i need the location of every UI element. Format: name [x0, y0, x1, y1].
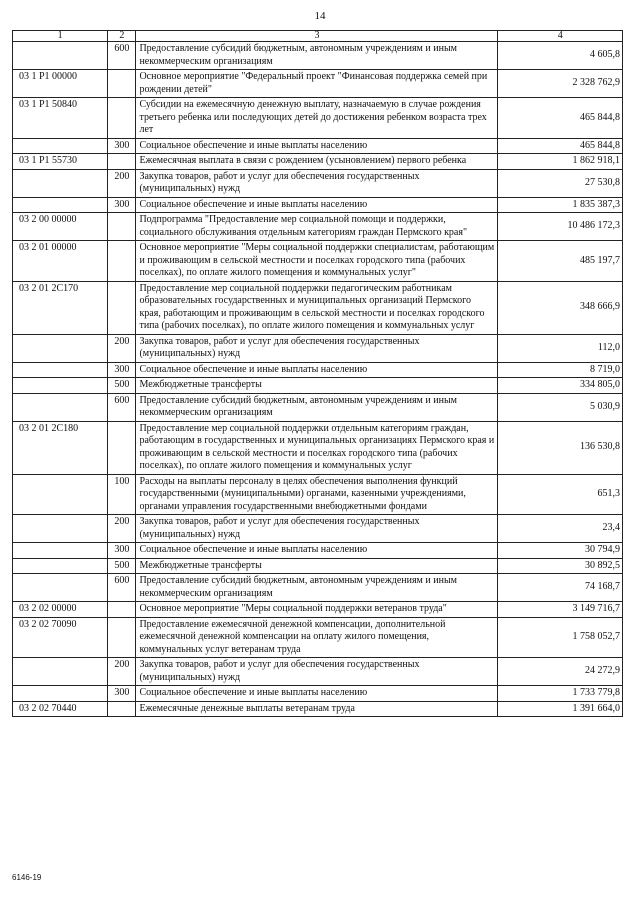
- table-row: [13, 515, 623, 543]
- item-name-cell: Основное мероприятие "Федеральный проект "Финансовая поддержка семей при рождении детей": [136, 70, 498, 98]
- item-name-cell: Социальное обеспечение и иные выплаты населению: [136, 362, 498, 378]
- table-row: [13, 421, 623, 474]
- expense-type-cell: [108, 701, 136, 717]
- item-name-cell: Закупка товаров, работ и услуг для обеспечения государственных (муниципальных) нужд: [136, 515, 498, 543]
- column-header-2: 2: [108, 31, 136, 42]
- amount-cell: 465 844,8: [498, 138, 623, 154]
- target-code-cell: [13, 393, 108, 421]
- amount-cell: 24 272,9: [498, 658, 623, 686]
- item-name-cell: Предоставление субсидий бюджетным, автономным учреждениям и иным некоммерческим организациям: [136, 574, 498, 602]
- amount-cell: 1 391 664,0: [498, 701, 623, 717]
- item-name-cell: Предоставление субсидий бюджетным, автономным учреждениям и иным некоммерческим организациям: [136, 42, 498, 70]
- target-code-cell: 03 1 P1 00000: [13, 70, 108, 98]
- target-code-cell: [13, 574, 108, 602]
- item-name-cell: Предоставление субсидий бюджетным, автономным учреждениям и иным некоммерческим организациям: [136, 393, 498, 421]
- target-code-cell: [13, 362, 108, 378]
- amount-cell: 1 835 387,3: [498, 197, 623, 213]
- table-row: [13, 378, 623, 394]
- expense-type-cell: 300: [108, 543, 136, 559]
- item-name-cell: Межбюджетные трансферты: [136, 378, 498, 394]
- expense-type-cell: [108, 617, 136, 658]
- table-header-row: [13, 31, 623, 42]
- item-name-cell: Закупка товаров, работ и услуг для обеспечения государственных (муниципальных) нужд: [136, 658, 498, 686]
- table-row: [13, 138, 623, 154]
- table-row: [13, 197, 623, 213]
- target-code-cell: [13, 686, 108, 702]
- amount-cell: 5 030,9: [498, 393, 623, 421]
- expense-type-cell: [108, 602, 136, 618]
- expense-type-cell: [108, 154, 136, 170]
- item-name-cell: Ежемесячные денежные выплаты ветеранам труда: [136, 701, 498, 717]
- column-header-3: 3: [136, 31, 498, 42]
- target-code-cell: [13, 543, 108, 559]
- target-code-cell: 03 2 00 00000: [13, 213, 108, 241]
- table-row: [13, 602, 623, 618]
- amount-cell: 8 719,0: [498, 362, 623, 378]
- target-code-cell: [13, 474, 108, 515]
- amount-cell: 30 794,9: [498, 543, 623, 559]
- amount-cell: 136 530,8: [498, 421, 623, 474]
- expense-type-cell: 100: [108, 474, 136, 515]
- target-code-cell: [13, 197, 108, 213]
- item-name-cell: Предоставление мер социальной поддержки педагогическим работникам образовательных государственных и муниципальных организаций Пермского края, работающим и проживающим в сельской местности и поселках городского типа (рабочих поселках), по оплате жилого помещения и коммунальных услуг: [136, 281, 498, 334]
- table-row: [13, 154, 623, 170]
- amount-cell: 2 328 762,9: [498, 70, 623, 98]
- item-name-cell: Субсидии на ежемесячную денежную выплату, назначаемую в случае рождения третьего ребенка или последующих детей до достижения ребенком возраста трех лет: [136, 98, 498, 139]
- table-row: [13, 362, 623, 378]
- expense-type-cell: 300: [108, 197, 136, 213]
- item-name-cell: Межбюджетные трансферты: [136, 558, 498, 574]
- budget-table: [12, 30, 623, 717]
- budget-table-body: [13, 31, 623, 717]
- table-row: [13, 169, 623, 197]
- amount-cell: 112,0: [498, 334, 623, 362]
- amount-cell: 27 530,8: [498, 169, 623, 197]
- table-row: [13, 543, 623, 559]
- table-row: [13, 474, 623, 515]
- expense-type-cell: 200: [108, 334, 136, 362]
- target-code-cell: 03 2 01 00000: [13, 241, 108, 282]
- target-code-cell: [13, 515, 108, 543]
- expense-type-cell: 500: [108, 558, 136, 574]
- amount-cell: 1 758 052,7: [498, 617, 623, 658]
- page-number: 14: [314, 10, 326, 22]
- target-code-cell: 03 1 P1 50840: [13, 98, 108, 139]
- target-code-cell: [13, 558, 108, 574]
- item-name-cell: Основное мероприятие "Меры социальной поддержки специалистам, работающим и проживающим в сельской местности и поселках городского типа (рабочих поселках), по оплате жилого помещения и коммунальных услуг": [136, 241, 498, 282]
- item-name-cell: Предоставление ежемесячной денежной компенсации, дополнительной ежемесячной денежной компенсации на оплату жилого помещения, коммунальных услуг ветеранам труда: [136, 617, 498, 658]
- expense-type-cell: [108, 213, 136, 241]
- expense-type-cell: [108, 281, 136, 334]
- target-code-cell: [13, 378, 108, 394]
- table-row: [13, 241, 623, 282]
- table-row: [13, 281, 623, 334]
- target-code-cell: [13, 658, 108, 686]
- column-header-1: 1: [13, 31, 108, 42]
- expense-type-cell: [108, 70, 136, 98]
- expense-type-cell: 200: [108, 658, 136, 686]
- table-row: [13, 617, 623, 658]
- expense-type-cell: 200: [108, 515, 136, 543]
- table-row: [13, 98, 623, 139]
- target-code-cell: 03 1 P1 55730: [13, 154, 108, 170]
- expense-type-cell: 600: [108, 393, 136, 421]
- amount-cell: 334 805,0: [498, 378, 623, 394]
- item-name-cell: Подпрограмма "Предоставление мер социальной помощи и поддержки, социального обслуживания отдельным категориям граждан Пермского края": [136, 213, 498, 241]
- amount-cell: 23,4: [498, 515, 623, 543]
- table-row: [13, 42, 623, 70]
- table-row: [13, 213, 623, 241]
- expense-type-cell: [108, 421, 136, 474]
- expense-type-cell: [108, 241, 136, 282]
- column-header-4: 4: [498, 31, 623, 42]
- item-name-cell: Закупка товаров, работ и услуг для обеспечения государственных (муниципальных) нужд: [136, 169, 498, 197]
- item-name-cell: Ежемесячная выплата в связи с рождением (усыновлением) первого ребенка: [136, 154, 498, 170]
- item-name-cell: Расходы на выплаты персоналу в целях обеспечения выполнения функций государственными (муниципальными) органами, казенными учреждениями, органами управления государственными внебюджетными фондами: [136, 474, 498, 515]
- amount-cell: 348 666,9: [498, 281, 623, 334]
- item-name-cell: Социальное обеспечение и иные выплаты населению: [136, 686, 498, 702]
- target-code-cell: 03 2 02 00000: [13, 602, 108, 618]
- expense-type-cell: 600: [108, 574, 136, 602]
- document-footer-code: 6146-19: [12, 873, 42, 882]
- expense-type-cell: 600: [108, 42, 136, 70]
- table-row: [13, 658, 623, 686]
- target-code-cell: 03 2 01 2C180: [13, 421, 108, 474]
- item-name-cell: Предоставление мер социальной поддержки отдельным категориям граждан, работающим в государственных и муниципальных организациях Пермского края и проживающим в сельской местности и поселках городского типа (рабочих поселках), по оплате жилого помещения и коммунальных услуг: [136, 421, 498, 474]
- amount-cell: 10 486 172,3: [498, 213, 623, 241]
- expense-type-cell: 200: [108, 169, 136, 197]
- item-name-cell: Социальное обеспечение и иные выплаты населению: [136, 197, 498, 213]
- target-code-cell: 03 2 02 70090: [13, 617, 108, 658]
- item-name-cell: Основное мероприятие "Меры социальной поддержки ветеранов труда": [136, 602, 498, 618]
- amount-cell: 485 197,7: [498, 241, 623, 282]
- table-row: [13, 393, 623, 421]
- expense-type-cell: [108, 98, 136, 139]
- target-code-cell: [13, 169, 108, 197]
- amount-cell: 1 733 779,8: [498, 686, 623, 702]
- table-row: [13, 558, 623, 574]
- target-code-cell: 03 2 02 70440: [13, 701, 108, 717]
- target-code-cell: [13, 42, 108, 70]
- amount-cell: 30 892,5: [498, 558, 623, 574]
- amount-cell: 1 862 918,1: [498, 154, 623, 170]
- table-row: [13, 574, 623, 602]
- amount-cell: 651,3: [498, 474, 623, 515]
- table-row: [13, 686, 623, 702]
- amount-cell: 74 168,7: [498, 574, 623, 602]
- table-row: [13, 334, 623, 362]
- table-row: [13, 701, 623, 717]
- table-row: [13, 70, 623, 98]
- expense-type-cell: 300: [108, 686, 136, 702]
- item-name-cell: Социальное обеспечение и иные выплаты населению: [136, 138, 498, 154]
- expense-type-cell: 300: [108, 362, 136, 378]
- amount-cell: 465 844,8: [498, 98, 623, 139]
- expense-type-cell: 500: [108, 378, 136, 394]
- item-name-cell: Социальное обеспечение и иные выплаты населению: [136, 543, 498, 559]
- item-name-cell: Закупка товаров, работ и услуг для обеспечения государственных (муниципальных) нужд: [136, 334, 498, 362]
- expense-type-cell: 300: [108, 138, 136, 154]
- amount-cell: 4 605,8: [498, 42, 623, 70]
- target-code-cell: [13, 138, 108, 154]
- target-code-cell: 03 2 01 2C170: [13, 281, 108, 334]
- amount-cell: 3 149 716,7: [498, 602, 623, 618]
- target-code-cell: [13, 334, 108, 362]
